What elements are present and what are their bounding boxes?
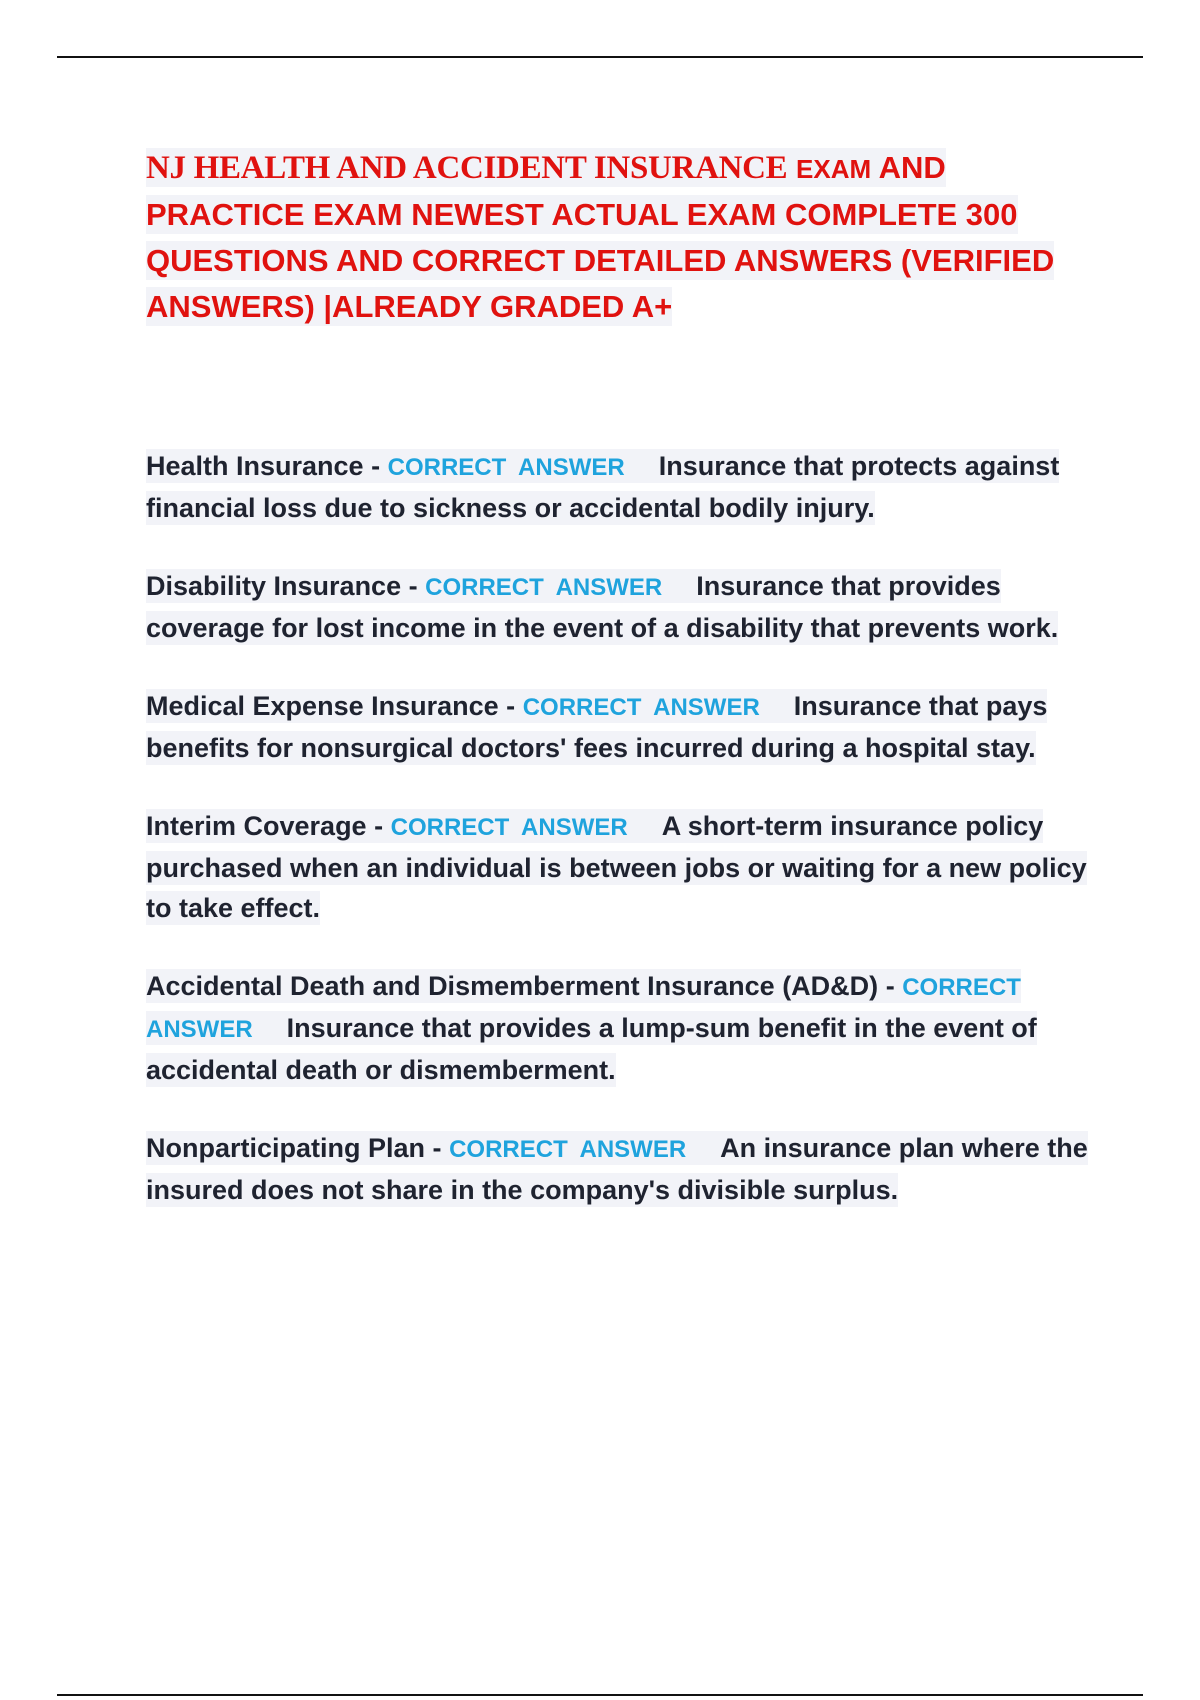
qa-term: Health Insurance (146, 451, 364, 481)
correct-answer-tag: CORRECT ANSWER (449, 1136, 687, 1163)
qa-item (146, 806, 1096, 928)
qa-term: Accidental Death and Dismemberment Insurance (AD&D) (146, 971, 879, 1001)
correct-answer-tag: CORRECT ANSWER (522, 694, 760, 721)
document-title (146, 145, 1086, 330)
correct-answer-tag: CORRECT ANSWER (146, 974, 1021, 1043)
title-exam: EXAM (796, 154, 872, 184)
qa-separator: - (374, 811, 384, 841)
qa-definition: Insurance that provides coverage for lost income in the event of a disability that prevents work. (146, 571, 1059, 643)
title-rest: AND PRACTICE EXAM NEWEST ACTUAL EXAM COMPLETE 300 QUESTIONS AND CORRECT DETAILED ANSWERS (VERIFIED ANSWERS) |ALREADY GRADED A+ (146, 150, 1055, 324)
qa-term: Disability Insurance (146, 571, 402, 601)
correct-answer-tag: CORRECT ANSWER (425, 574, 663, 601)
qa-definition: An insurance plan where the insured does not share in the company's divisible surplus. (146, 1133, 1088, 1205)
qa-list (146, 446, 1096, 1248)
qa-item (146, 566, 1096, 648)
qa-definition: Insurance that pays benefits for nonsurgical doctors' fees incurred during a hospital stay. (146, 691, 1048, 763)
qa-separator: - (432, 1133, 442, 1163)
qa-definition: A short-term insurance policy purchased when an individual is between jobs or waiting for a new policy to take effect. (146, 811, 1087, 923)
qa-term: Medical Expense Insurance (146, 691, 499, 721)
title-lead: NJ HEALTH AND ACCIDENT INSURANCE (146, 150, 788, 186)
qa-item (146, 446, 1096, 528)
qa-item (146, 686, 1096, 768)
qa-item (146, 966, 1096, 1090)
top-rule (57, 56, 1143, 58)
qa-separator: - (371, 451, 381, 481)
qa-definition: Insurance that provides a lump-sum benefit in the event of accidental death or dismemberment. (146, 1013, 1037, 1085)
qa-separator: - (506, 691, 516, 721)
qa-separator: - (885, 971, 895, 1001)
qa-term: Nonparticipating Plan (146, 1133, 426, 1163)
bottom-rule (57, 1694, 1143, 1696)
qa-definition: Insurance that protects against financial loss due to sickness or accidental bodily injury. (146, 451, 1060, 523)
correct-answer-tag: CORRECT ANSWER (390, 814, 628, 841)
correct-answer-tag: CORRECT ANSWER (387, 454, 625, 481)
qa-separator: - (408, 571, 418, 601)
qa-term: Interim Coverage (146, 811, 367, 841)
qa-item (146, 1128, 1096, 1210)
